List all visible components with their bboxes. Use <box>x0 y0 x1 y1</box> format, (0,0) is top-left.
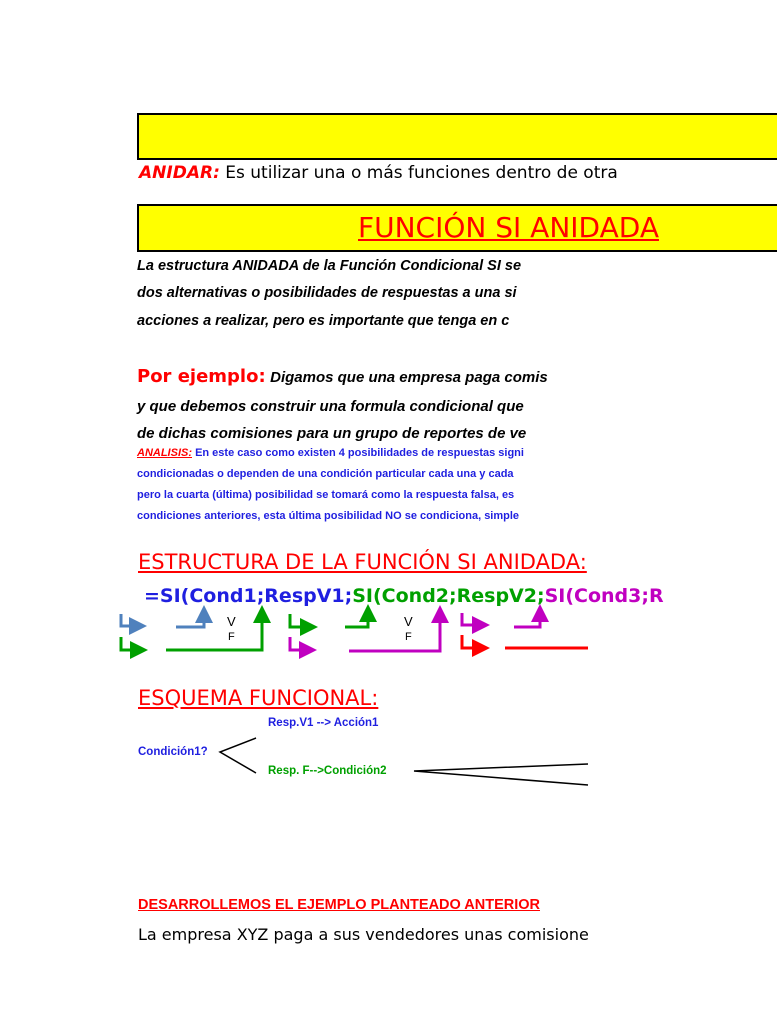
schema-branch-lines <box>220 738 256 773</box>
schema-wedge <box>414 764 588 785</box>
example-text-1: Digamos que una empresa paga comis <box>270 369 548 386</box>
analysis-label: ANALISIS: <box>137 447 192 459</box>
schema-heading: ESQUEMA FUNCIONAL: <box>138 686 379 710</box>
schema-resp-v1: Resp.V1 --> Acción1 <box>268 717 379 729</box>
analysis-line-2: condicionadas o dependen de una condición particular cada una y cada <box>137 468 514 480</box>
page-title: FUNCIÓN SI ANIDADA <box>358 211 659 244</box>
formula-part-1: =SI(Cond1;RespV1; <box>144 585 353 607</box>
schema-resp-f: Resp. F-->Condición2 <box>268 765 387 777</box>
develop-text: La empresa XYZ paga a sus vendedores unas comisione <box>138 925 589 944</box>
v-label-1: V <box>227 614 236 629</box>
formula-part-3: SI(Cond3;R <box>544 585 664 607</box>
f-label-2: F <box>405 631 412 643</box>
intro-line-1: La estructura ANIDADA de la Función Condicional SI se <box>137 258 522 274</box>
formula-part-2: SI(Cond2;RespV2; <box>352 585 545 607</box>
analysis-line-4: condiciones anteriores, esta última posibilidad NO se condiciona, simple <box>137 510 520 522</box>
v-label-2: V <box>404 614 413 629</box>
anidar-term: ANIDAR: <box>139 163 220 183</box>
intro-line-3: acciones a realizar, pero es importante que tenga en c <box>137 313 510 329</box>
analysis-line-3: pero la cuarta (última) posibilidad se tomará como la respuesta falsa, es <box>137 489 515 501</box>
anidar-text: Es utilizar una o más funciones dentro de otra <box>225 163 618 183</box>
analysis-text-1: En este caso como existen 4 posibilidades de respuestas signi <box>195 447 524 459</box>
intro-line-2: dos alternativas o posibilidades de respuestas a una si <box>137 285 517 301</box>
schema-condition1: Condición1? <box>138 746 208 758</box>
develop-heading: DESARROLLEMOS EL EJEMPLO PLANTEADO ANTERIOR <box>138 897 540 913</box>
example-line-3: de dichas comisiones para un grupo de reportes de ve <box>137 425 527 442</box>
example-line-2: y que debemos construir una formula condicional que <box>137 398 524 415</box>
structure-heading: ESTRUCTURA DE LA FUNCIÓN SI ANIDADA: <box>138 550 587 574</box>
example-label: Por ejemplo: <box>137 366 266 387</box>
f-label-1: F <box>228 631 235 643</box>
